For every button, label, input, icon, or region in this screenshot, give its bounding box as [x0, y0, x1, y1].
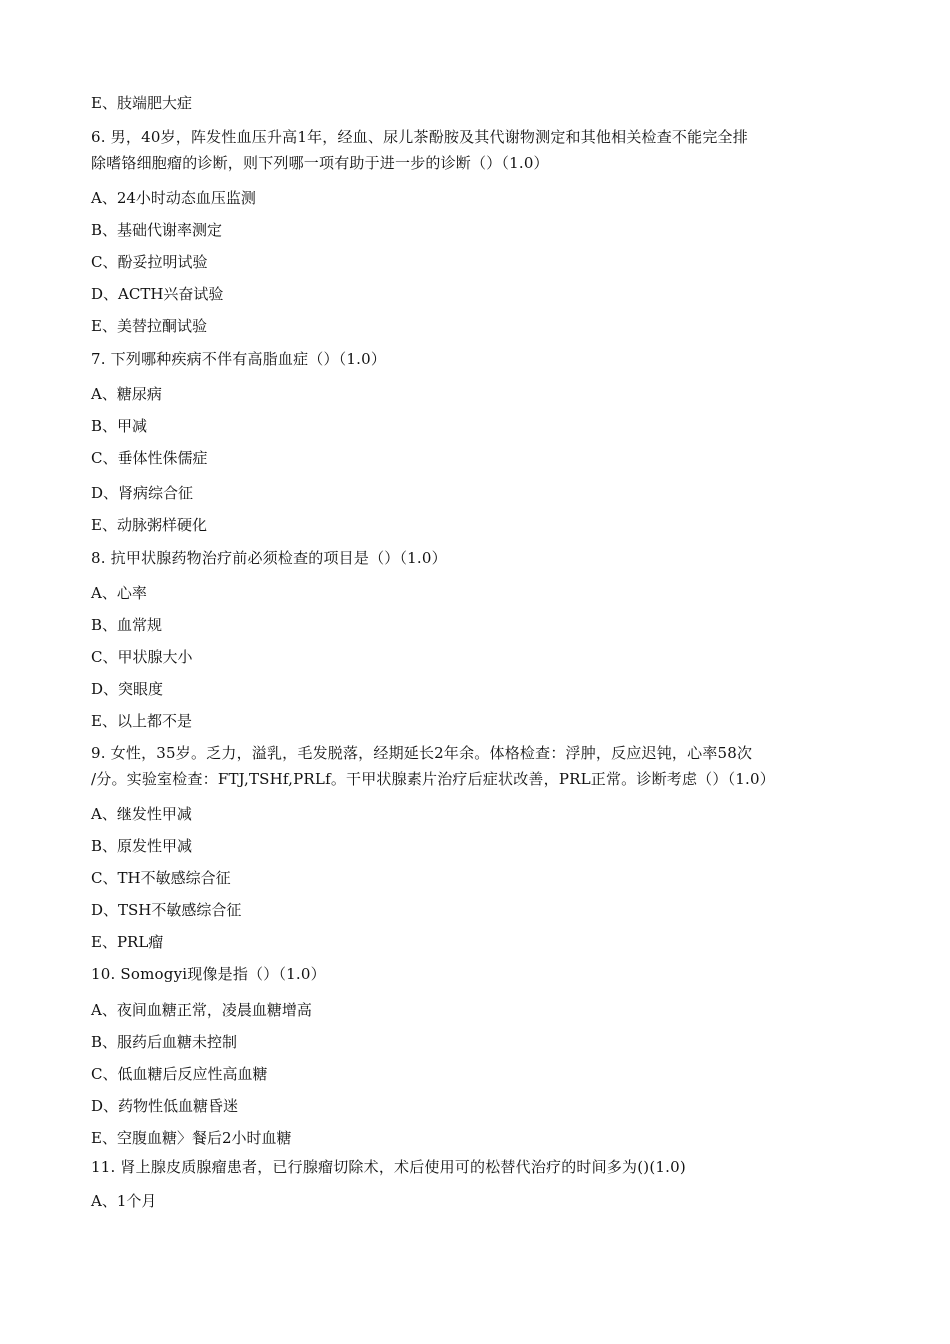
- option-line: A、夜间血糖正常，凌晨血糖增高: [91, 1001, 312, 1019]
- option-line: E、美替拉酮试验: [91, 317, 207, 335]
- option-line: E、动脉粥样硬化: [91, 516, 207, 534]
- option-line: E、肢端肥大症: [91, 94, 192, 112]
- question-line: 9. 女性，35岁。乏力，溢乳，毛发脱落，经期延长2年余。体格检查：浮肿，反应迟钝，心率58次: [91, 744, 753, 762]
- question-line: 8. 抗甲状腺药物治疗前必须检查的项目是（）（1.0）: [91, 549, 447, 567]
- option-line: B、血常规: [91, 616, 163, 634]
- question-line: 6. 男，40岁，阵发性血压升高1年，经血、尿儿茶酚胺及其代谢物测定和其他相关检查不能完全排: [91, 128, 748, 146]
- option-line: A、糖尿病: [91, 385, 162, 403]
- option-line: E、以上都不是: [91, 712, 192, 730]
- option-line: B、原发性甲减: [91, 837, 193, 855]
- option-line: D、肾病综合征: [91, 484, 194, 502]
- option-line: D、ACTH兴奋试验: [91, 285, 224, 303]
- option-line: D、药物性低血糖昏迷: [91, 1097, 239, 1115]
- option-line: B、基础代谢率测定: [91, 221, 223, 239]
- option-line: A、心率: [91, 584, 147, 602]
- option-line: C、低血糖后反应性高血糖: [91, 1065, 268, 1083]
- question-line: 7. 下列哪种疾病不伴有高脂血症（）（1.0）: [91, 350, 387, 368]
- question-line: 10. Somogyi现像是指（）（1.0）: [91, 965, 326, 983]
- option-line: C、TH不敏感综合征: [91, 869, 231, 887]
- option-line: D、TSH不敏感综合征: [91, 901, 242, 919]
- option-line: A、1个月: [91, 1192, 157, 1210]
- question-line: /分。实验室检查：FTJ,TSHf,PRLf。干甲状腺素片治疗后症状改善，PRL正常。诊断考虑（）（1.0）: [91, 770, 775, 788]
- option-line: A、24小时动态血压监测: [91, 189, 256, 207]
- option-line: A、继发性甲减: [91, 805, 192, 823]
- option-line: B、甲减: [91, 417, 148, 435]
- option-line: D、突眼度: [91, 680, 164, 698]
- option-line: C、甲状腺大小: [91, 648, 193, 666]
- option-line: E、空腹血糖〉餐后2小时血糖: [91, 1129, 292, 1147]
- option-line: C、酚妥拉明试验: [91, 253, 208, 271]
- option-line: B、服药后血糖未控制: [91, 1033, 238, 1051]
- question-line: 除嗜铬细胞瘤的诊断，则下列哪一项有助于进一步的诊断（）（1.0）: [91, 154, 549, 172]
- option-line: E、PRL瘤: [91, 933, 164, 951]
- option-line: C、垂体性侏儒症: [91, 449, 208, 467]
- question-line: 11. 肾上腺皮质腺瘤患者，已行腺瘤切除术，术后使用可的松替代治疗的时间多为()(1.0): [91, 1158, 686, 1176]
